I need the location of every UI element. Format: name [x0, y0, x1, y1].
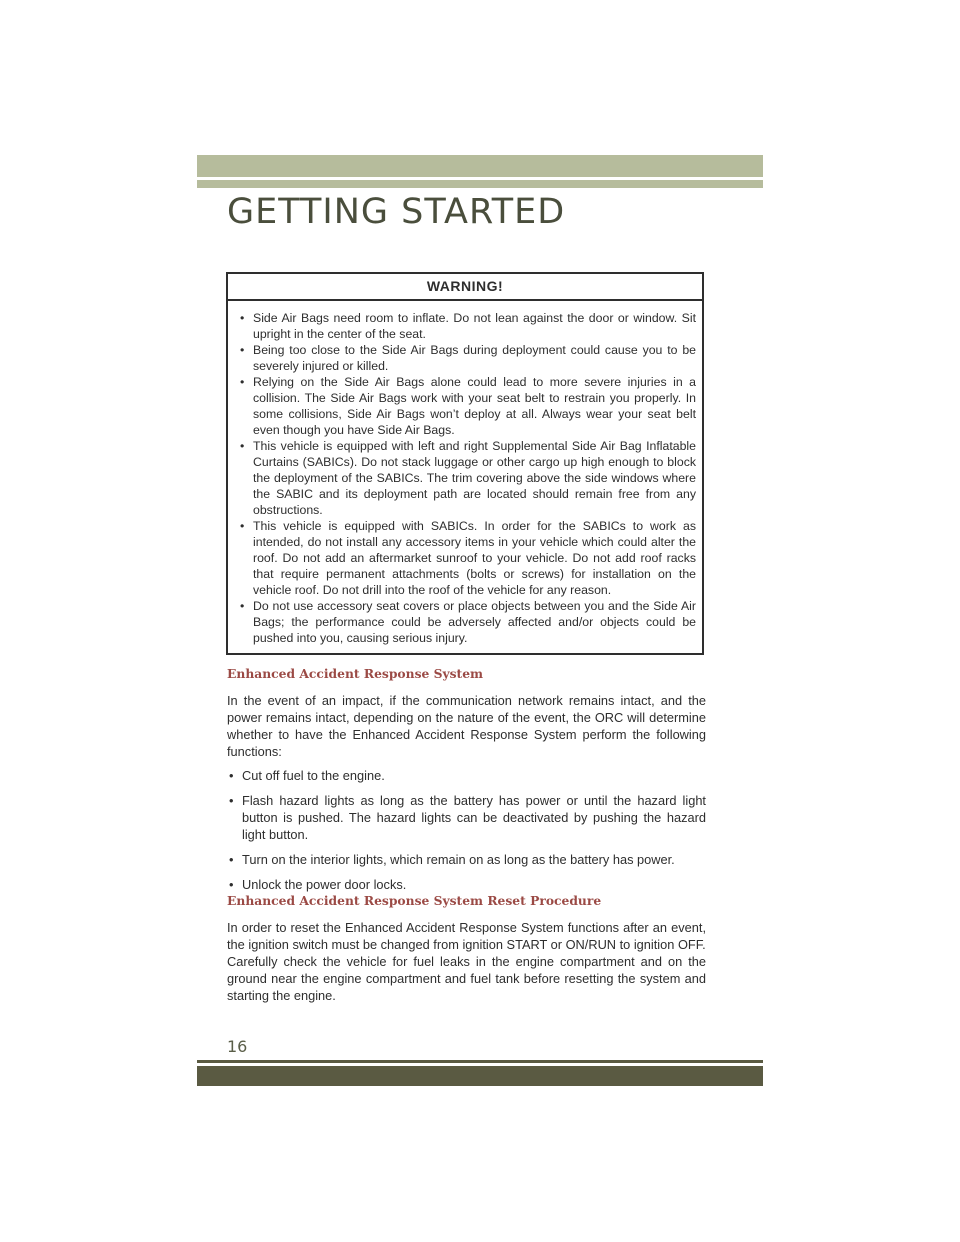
- subheading-reset-procedure: Enhanced Accident Response System Reset Procedure: [227, 893, 602, 908]
- header-rule: [197, 180, 763, 188]
- warning-box: [226, 272, 704, 655]
- bullet-icon: •: [240, 375, 245, 389]
- warning-item: • Being too close to the Side Air Bags during deployment could cause you to be severely injured or killed.: [240, 343, 696, 373]
- reset-paragraph-2: Carefully check the vehicle for fuel leaks in the engine compartment and on the ground near the engine compartment and fuel tank before resetting the system and starting the engine.: [227, 954, 706, 1003]
- list-item: • Turn on the interior lights, which remain on as long as the battery has power.: [229, 852, 675, 867]
- warning-item: • This vehicle is equipped with SABICs. In order for the SABICs to work as intended, do not install any accessory items in your vehicle which could alter the roof. Do not add an aftermarket sunroof to your vehicle. Do not add roof racks that require permanent attachments (bolts or screws) for installation on the vehicle roof. Do not drill into the roof of the vehicle for any reason.: [240, 519, 696, 597]
- subheading-enhanced-accident-response: Enhanced Accident Response System: [227, 666, 484, 681]
- header-band: [197, 155, 763, 177]
- warning-item: • This vehicle is equipped with left and right Supplemental Side Air Bag Inflatable Curtains (SABICs). Do not stack luggage or other cargo up high enough to block the deployment of the SABICs. The trim covering above the side windows where the SABIC and its deployment path are located should remain free from any obstructions.: [240, 439, 696, 517]
- bullet-icon: •: [229, 768, 234, 783]
- footer-rule: [197, 1060, 763, 1063]
- intro-paragraph: In the event of an impact, if the communication network remains intact, and the power remains intact, depending on the nature of the event, the ORC will determine whether to have the Enhanced Accident Response System perform the following functions:: [227, 693, 706, 759]
- bullet-icon: •: [229, 852, 234, 867]
- list-item: • Cut off fuel to the engine.: [229, 768, 385, 783]
- bullet-icon: •: [240, 439, 245, 453]
- warning-item: • Relying on the Side Air Bags alone could lead to more severe injuries in a collision. The Side Air Bags work with your seat belt to restrain you properly. In some collisions, Side Air Bags won’t deploy at all. Always wear your seat belt even though you have Side Air Bags.: [240, 375, 696, 437]
- warning-title: WARNING!: [228, 274, 702, 301]
- list-item: • Flash hazard lights as long as the battery has power or until the hazard light button is pushed. The hazard lights can be deactivated by pushing the hazard light button.: [229, 793, 706, 842]
- warning-list: [228, 301, 702, 646]
- bullet-icon: •: [240, 599, 245, 613]
- bullet-icon: •: [240, 311, 245, 325]
- page-number: 16: [227, 1037, 248, 1056]
- reset-paragraph-1: In order to reset the Enhanced Accident Response System functions after an event, the ignition switch must be changed from ignition START or ON/RUN to ignition OFF.: [227, 920, 706, 952]
- bullet-icon: •: [240, 343, 245, 357]
- section-title: GETTING STARTED: [227, 192, 566, 232]
- bullet-icon: •: [229, 877, 234, 892]
- functions-list: [227, 767, 706, 901]
- footer-band: [197, 1066, 763, 1086]
- warning-item: • Do not use accessory seat covers or place objects between you and the Side Air Bags; the performance could be adversely affected and/or objects could be pushed into you, causing serious injury.: [240, 599, 696, 645]
- warning-item: • Side Air Bags need room to inflate. Do not lean against the door or window. Sit upright in the center of the seat.: [240, 311, 696, 341]
- list-item: • Unlock the power door locks.: [229, 877, 407, 892]
- bullet-icon: •: [240, 519, 245, 533]
- bullet-icon: •: [229, 793, 234, 808]
